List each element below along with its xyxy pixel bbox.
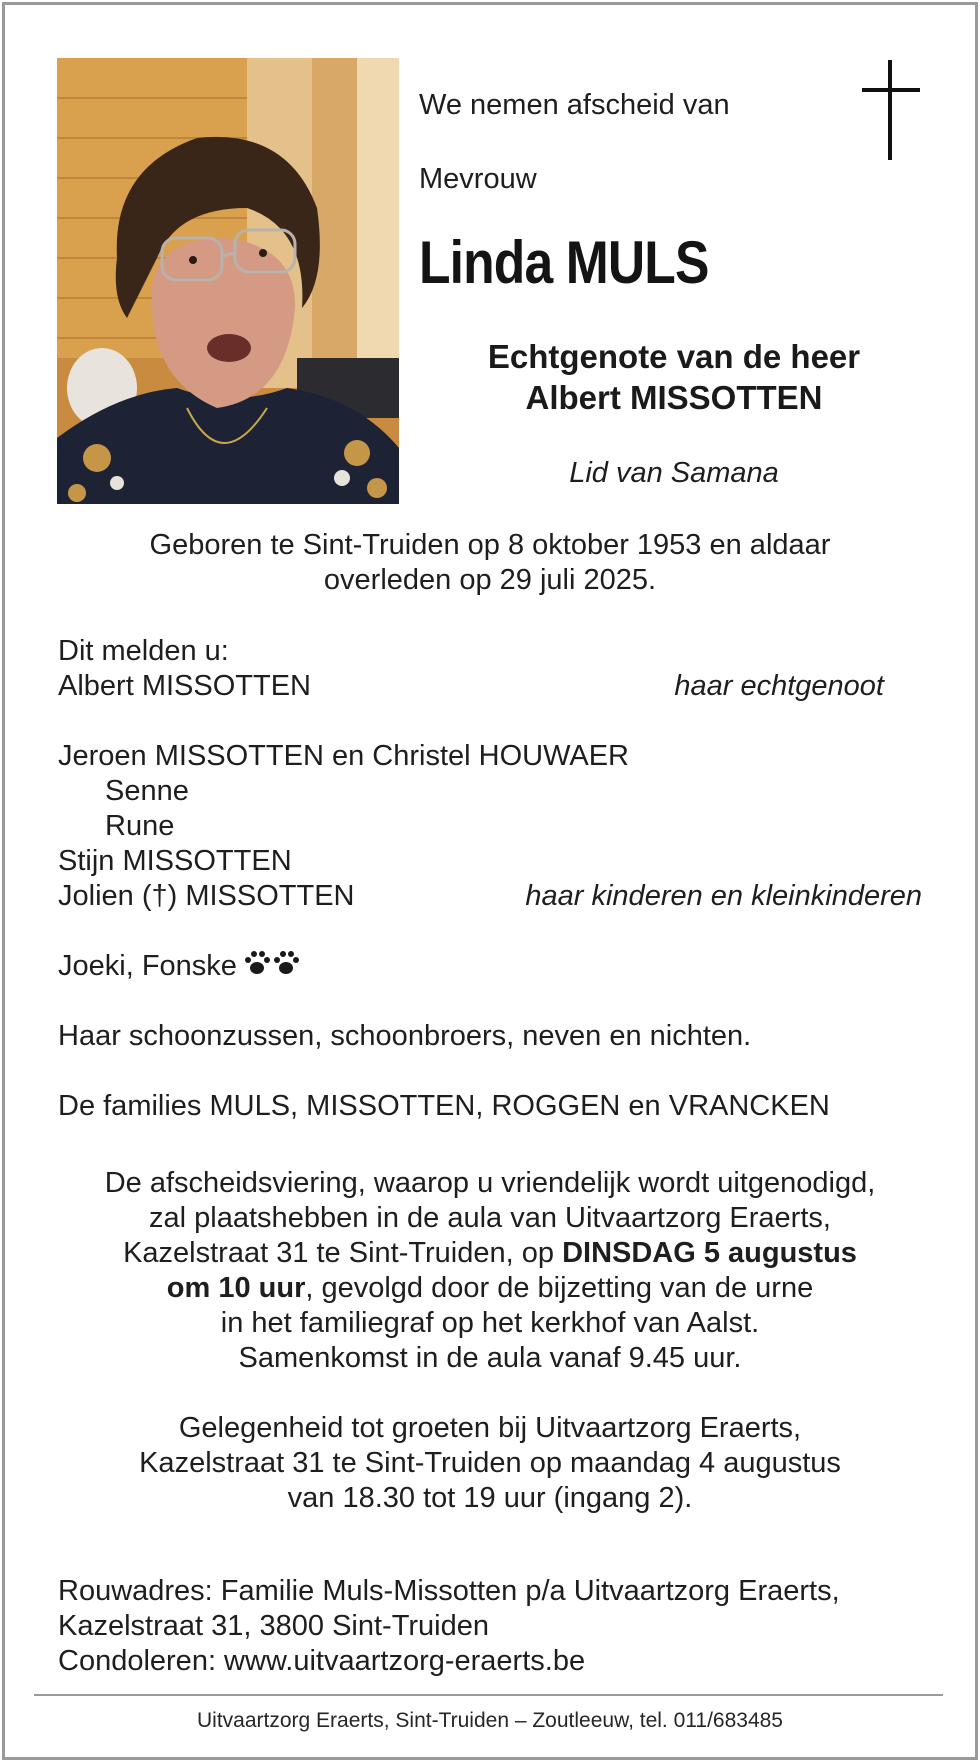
visitation-block — [40, 1411, 940, 1516]
membership: Lid van Samana — [569, 457, 779, 489]
ceremony-line-3 — [40, 1236, 940, 1271]
ceremony-date: DINSDAG 5 augustus — [562, 1237, 857, 1269]
ceremony-line-6: Samenkomst in de aula vanaf 9.45 uur. — [238, 1342, 742, 1374]
cross-icon — [862, 60, 920, 160]
families-line: De families MULS, MISSOTTEN, ROGGEN en VRANCKEN — [58, 1090, 830, 1122]
ceremony-line-1: De afscheidsviering, waarop u vriendelijk wordt uitgenodigd, — [104, 1167, 876, 1199]
ceremony-line-5: in het familiegraf op het kerkhof van Aalst. — [220, 1307, 760, 1339]
spouse-block — [419, 336, 929, 418]
visitation-line-1: Gelegenheid tot groeten bij Uitvaartzorg Eraerts, — [178, 1412, 802, 1444]
spouse-name: Albert MISSOTTEN — [58, 670, 311, 702]
contact-condolences: Condoleren: www.uitvaartzorg-eraerts.be — [58, 1645, 586, 1677]
pets-line — [58, 949, 301, 984]
contact-address-1: Rouwadres: Familie Muls-Missotten p/a Uitvaartzorg Eraerts, — [58, 1575, 840, 1607]
ceremony-line-2: zal plaatshebben in de aula van Uitvaartzorg Eraerts, — [149, 1202, 831, 1234]
footer-divider — [34, 1694, 943, 1696]
contact-address-2: Kazelstraat 31, 3800 Sint-Truiden — [58, 1610, 489, 1642]
ceremony-line-4 — [40, 1271, 940, 1306]
visitation-line-2: Kazelstraat 31 te Sint-Truiden op maandag 4 augustus — [139, 1447, 841, 1479]
ceremony-location: Kazelstraat 31 te Sint-Truiden, op — [123, 1237, 563, 1269]
spouse-relation: haar echtgenoot — [674, 670, 884, 702]
birth-line-2: overleden op 29 juli 2025. — [323, 564, 657, 596]
ceremony-block — [40, 1166, 940, 1376]
child-entry: Stijn MISSOTTEN — [58, 845, 292, 877]
spouse-line-1: Echtgenote van de heer — [487, 338, 861, 375]
child-entry: Jeroen MISSOTTEN en Christel HOUWAER — [58, 740, 629, 772]
paw-prints-icon — [243, 949, 301, 977]
children-relation: haar kinderen en kleinkinderen — [525, 880, 922, 912]
contact-block — [58, 1574, 840, 1679]
birth-line-1: Geboren te Sint-Truiden op 8 oktober 1953 en aldaar — [149, 529, 831, 561]
intro-text: We nemen afscheid van — [419, 89, 730, 121]
salutation: Mevrouw — [419, 163, 537, 195]
ceremony-time: om 10 uur — [166, 1272, 306, 1304]
footer-text: Uitvaartzorg Eraerts, Sint-Truiden – Zoutleeuw, tel. 011/683485 — [197, 1709, 783, 1732]
spouse-line-2: Albert MISSOTTEN — [525, 379, 823, 416]
ceremony-urn-text: , gevolgd door de bijzetting van de urne — [305, 1272, 814, 1304]
child-entry: Jolien (†) MISSOTTEN — [58, 880, 355, 912]
birth-death-text — [40, 528, 940, 598]
pets-names: Joeki, Fonske — [58, 950, 237, 982]
relatives-line: Haar schoonzussen, schoonbroers, neven en nichten. — [58, 1020, 752, 1052]
visitation-line-3: van 18.30 tot 19 uur (ingang 2). — [287, 1482, 693, 1514]
deceased-name: Linda MULS — [419, 229, 709, 296]
portrait-photo — [57, 58, 399, 504]
grandchild-entry: Senne — [105, 775, 189, 807]
announcers-heading: Dit melden u: — [58, 635, 229, 667]
grandchild-entry: Rune — [105, 810, 175, 842]
